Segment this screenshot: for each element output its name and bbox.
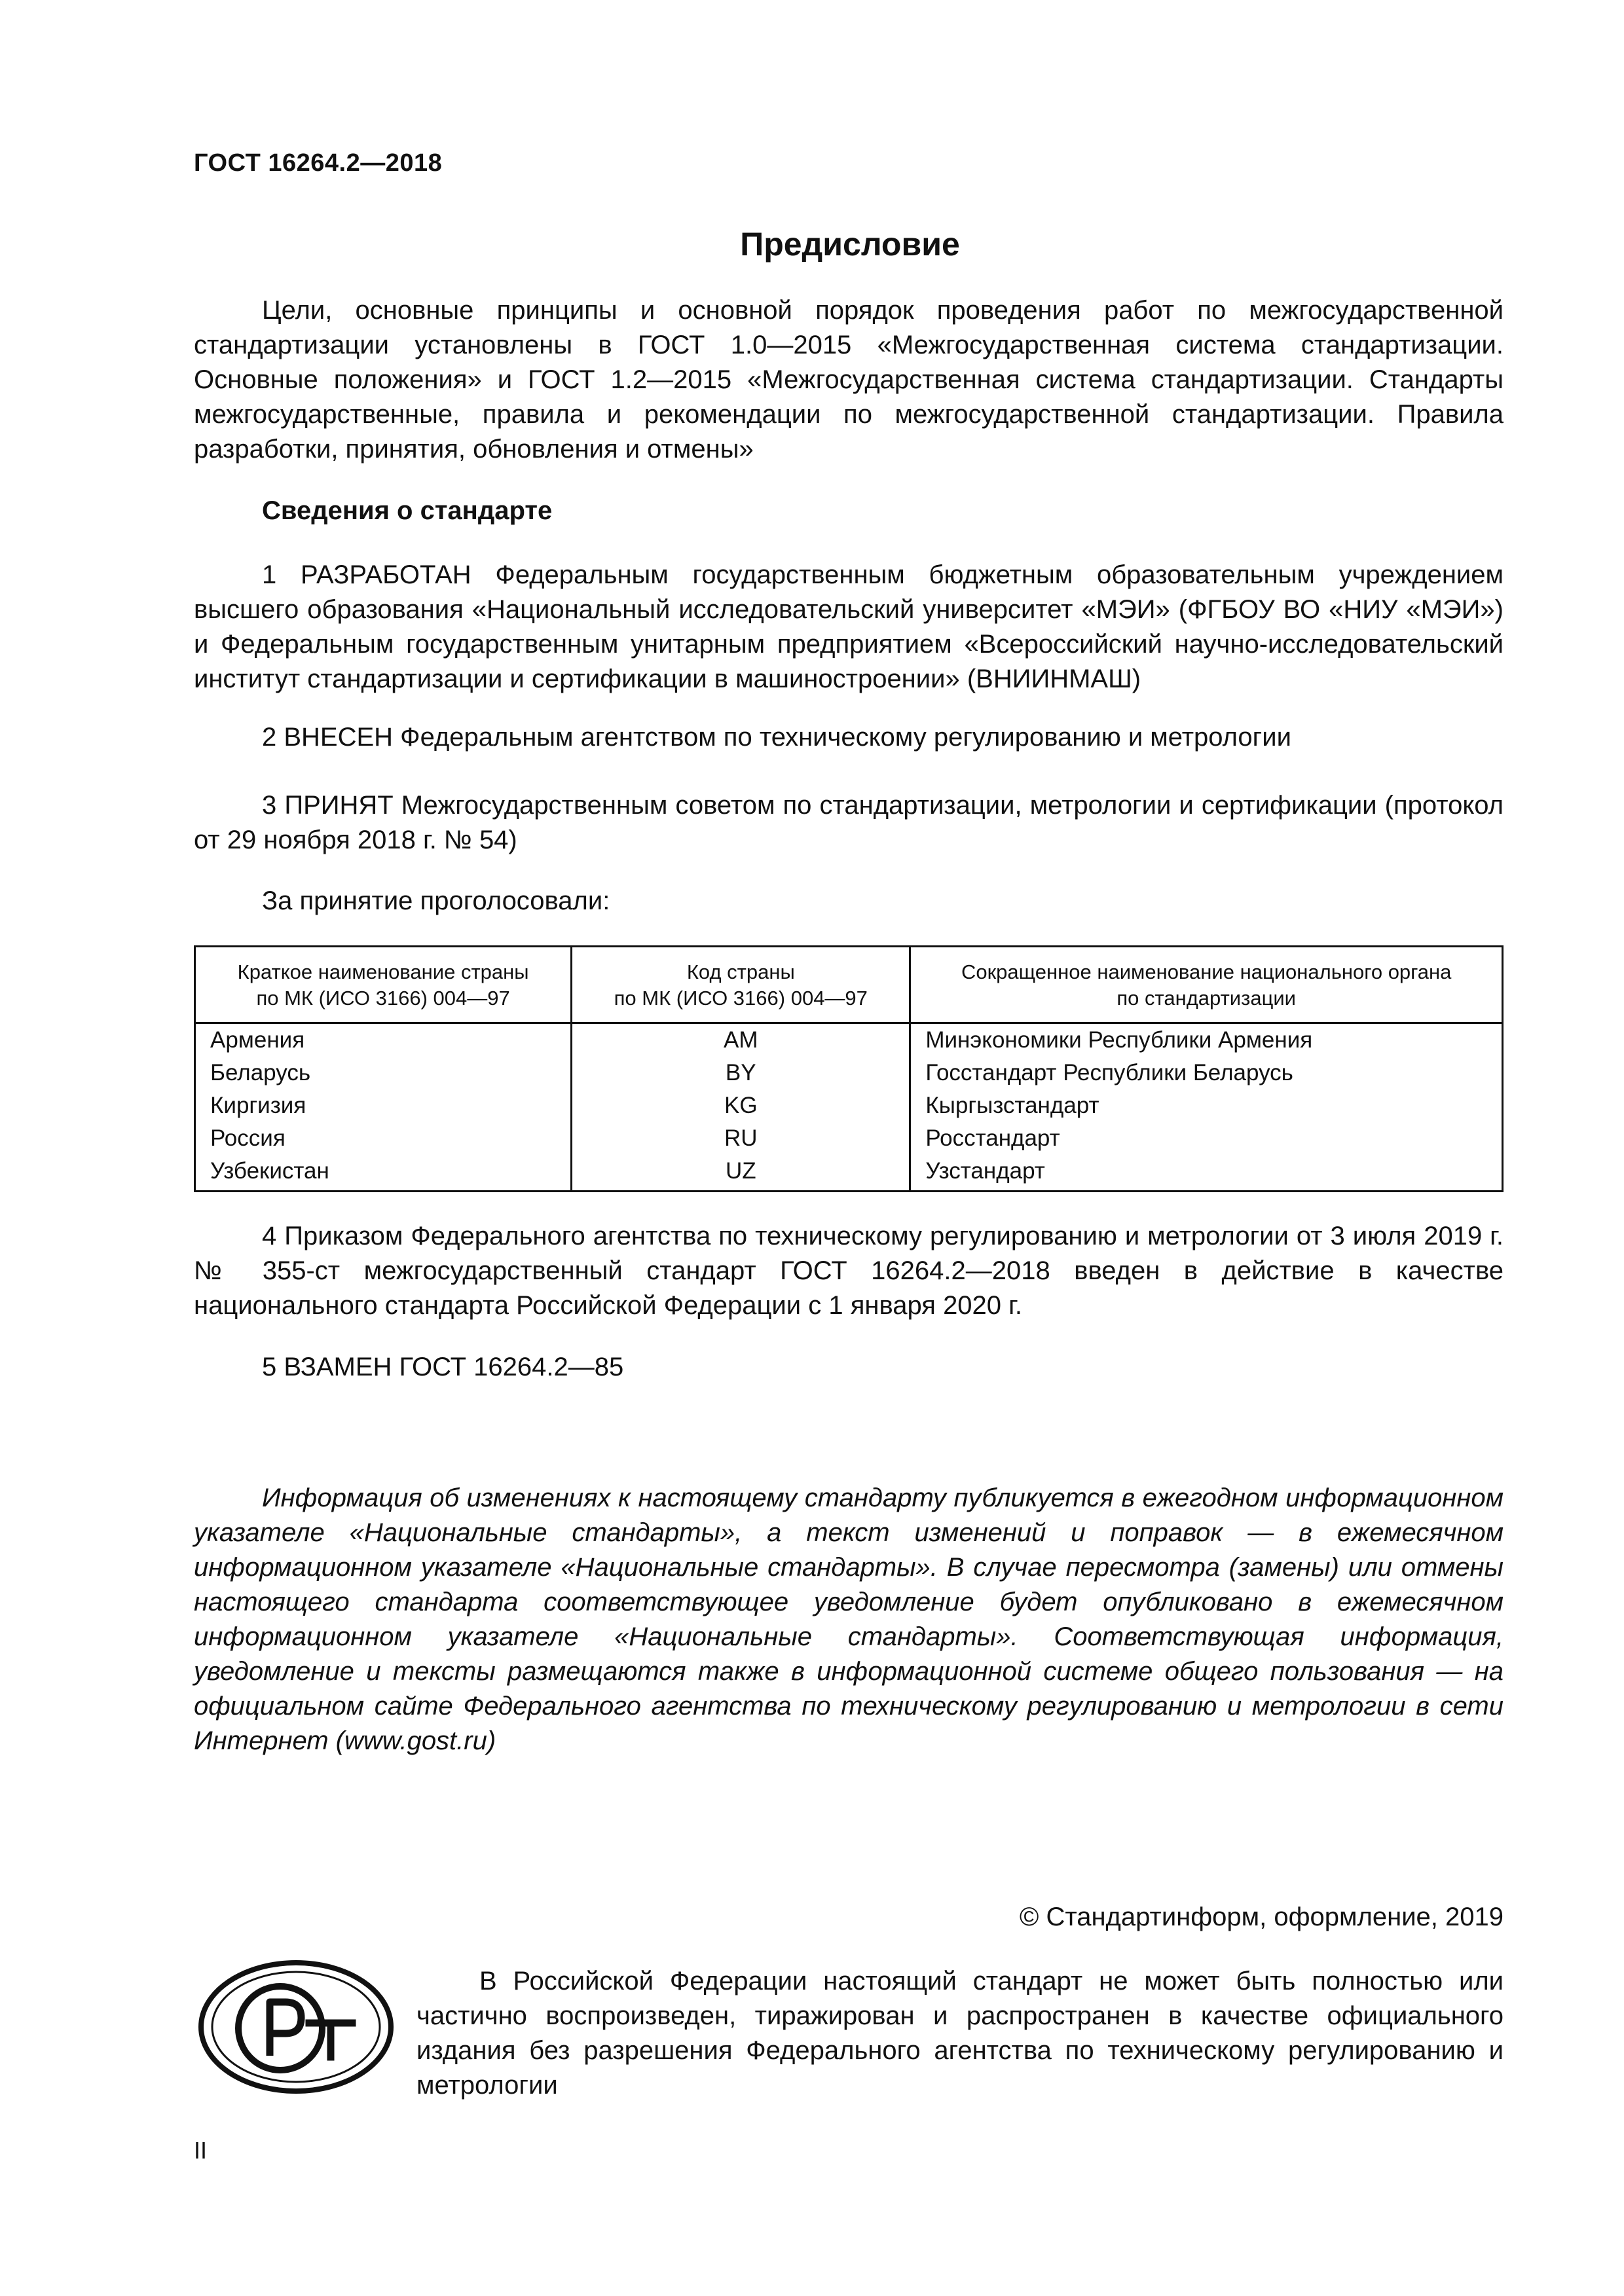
voted-label: За принятие проголосовали: — [262, 886, 610, 915]
info-heading: Сведения о стандарте — [262, 496, 553, 525]
page-number: II — [194, 2137, 208, 2164]
cell-country: Беларусь — [195, 1057, 572, 1089]
cell-country: Киргизия — [195, 1089, 572, 1122]
cell-country: Россия — [195, 1122, 572, 1155]
cell-code: RU — [572, 1122, 910, 1155]
cell-body: Минэкономики Республики Армения — [910, 1023, 1503, 1057]
table-header-row — [195, 947, 1503, 1023]
cell-code: BY — [572, 1057, 910, 1089]
header-country-line1: Краткое наименование страны — [237, 960, 529, 983]
header-body-line2: по стандартизации — [1116, 987, 1296, 1010]
item-adopted: 3 ПРИНЯТ Межгосударственным советом по стандартизации, метрологии и сертификации (протокол от 29 ноября 2018 г. № 54) — [194, 791, 1504, 854]
cell-body: Госстандарт Республики Беларусь — [910, 1057, 1503, 1089]
table-row — [195, 1155, 1503, 1192]
cell-country: Узбекистан — [195, 1155, 572, 1192]
cell-code: AM — [572, 1023, 910, 1057]
item-introduced: 2 ВНЕСЕН Федеральным агентством по техническому регулированию и метрологии — [262, 723, 1291, 752]
legal-notice: В Российской Федерации настоящий стандарт не может быть полностью или частично воспроизведен, тиражирован и распространен в качестве официального издания без разрешения Федерального агентства по техническому регулированию и метрологии — [416, 1967, 1504, 2100]
cell-body: Узстандарт — [910, 1155, 1503, 1192]
copyright-line: © Стандартинформ, оформление, 2019 — [1019, 1903, 1504, 1931]
cell-code: KG — [572, 1089, 910, 1122]
cell-country: Армения — [195, 1023, 572, 1057]
header-code-line2: по МК (ИСО 3166) 004—97 — [614, 987, 868, 1010]
table-row — [195, 1057, 1503, 1089]
table-row — [195, 1122, 1503, 1155]
item-order: 4 Приказом Федерального агентства по техническому регулированию и метрологии от 3 июля 2019 г. № 355-ст межгосударственный стандарт ГОСТ 16264.2—2018 введен в действие в качестве национального стандарта Российской Федерации с 1 января 2020 г. — [194, 1222, 1504, 1320]
cell-body: Кыргызстандарт — [910, 1089, 1503, 1122]
header-country — [195, 947, 572, 1023]
document-code: ГОСТ 16264.2—2018 — [194, 149, 443, 177]
header-country-line2: по МК (ИСО 3166) 004—97 — [256, 987, 510, 1010]
intro-paragraph: Цели, основные принципы и основной порядок проведения работ по межгосударственной стандартизации установлены в ГОСТ 1.0—2015 «Межгосударственная система стандартизации. Основные положения» и ГОСТ 1.2—2015 «Межгосударственная система стандартизации. Стандарты межгосударственные, правила и рекомендации по межгосударственной стандартизации. Правила разработки, принятия, обновления и отмены» — [194, 296, 1504, 464]
header-code-line1: Код страны — [686, 960, 795, 983]
rst-certification-mark-icon — [196, 1958, 396, 2100]
header-body — [910, 947, 1503, 1023]
header-code — [572, 947, 910, 1023]
page-title: Предисловие — [740, 226, 960, 263]
cell-body: Росстандарт — [910, 1122, 1503, 1155]
voting-table — [194, 945, 1504, 1192]
header-body-line1: Сокращенное наименование национального органа — [961, 960, 1452, 983]
cell-code: UZ — [572, 1155, 910, 1192]
table-row — [195, 1089, 1503, 1122]
item-developed: 1 РАЗРАБОТАН Федеральным государственным бюджетным образовательным учреждением высшего образования «Национальный исследовательский университет «МЭИ» (ФГБОУ ВО «НИУ «МЭИ») и Федеральным государственным унитарным предприятием «Всероссийский научно-исследовательский институт стандартизации и сертификации в машиностроении» (ВНИИНМАШ) — [194, 560, 1504, 693]
item-replaces: 5 ВЗАМЕН ГОСТ 16264.2—85 — [262, 1353, 624, 1381]
table-row — [195, 1023, 1503, 1057]
changes-notice: Информация об изменениях к настоящему стандарту публикуется в ежегодном информационном указателе «Национальные стандарты», а текст изменений и поправок — в ежемесячном информационном указателе «Национальные стандарты». В случае пересмотра (замены) или отмены настоящего стандарта соответствующее уведомление будет опубликовано в ежемесячном информационном указателе «Национальные стандарты». Соответствующая информация, уведомление и тексты размещаются также в информационной системе общего пользования — на официальном сайте Федерального агентства по техническому регулированию и метрологии в сети Интернет (www.gost.ru) — [194, 1484, 1504, 1755]
